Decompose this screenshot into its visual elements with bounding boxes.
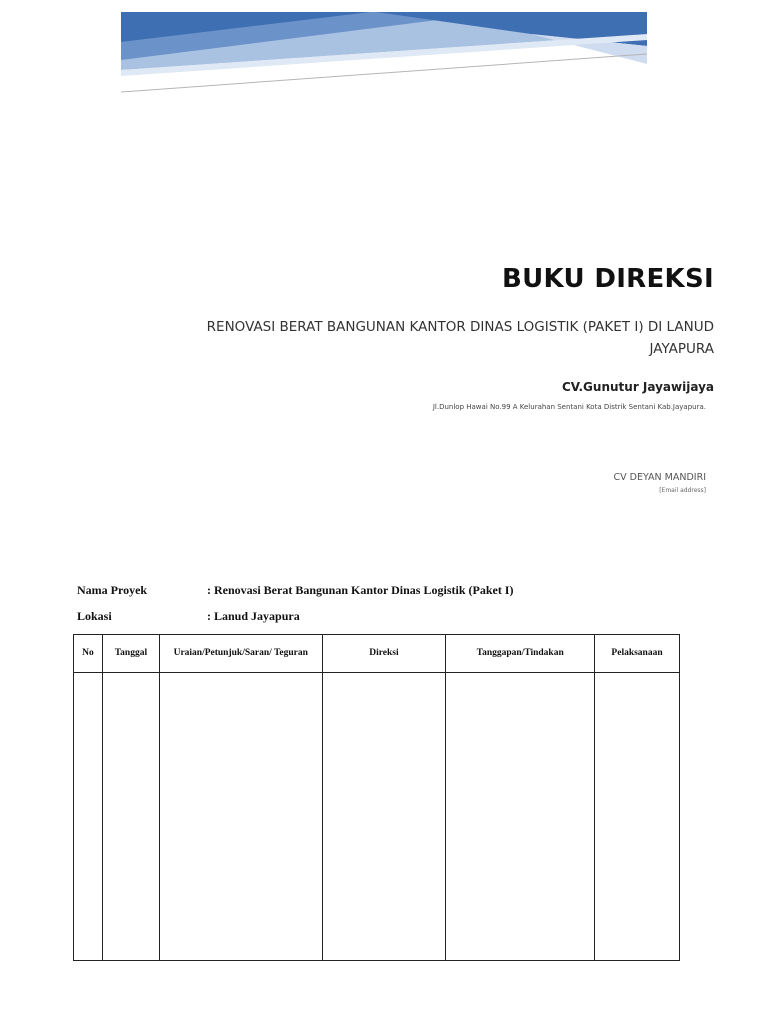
project-name-value: : Renovasi Berat Bangunan Kantor Dinas Logistik (Paket I)	[207, 583, 514, 597]
table-row	[74, 673, 680, 961]
cell-pelaksanaan	[595, 673, 680, 961]
location-value: : Lanud Jayapura	[207, 609, 300, 623]
email-placeholder: [Email address]	[659, 487, 706, 494]
cell-direksi	[322, 673, 446, 961]
project-name-label: Nama Proyek	[77, 583, 148, 597]
col-header-tanggal: Tanggal	[102, 635, 159, 673]
project-subtitle: RENOVASI BERAT BANGUNAN KANTOR DINAS LOGISTIK (PAKET I) DI LANUD JAYAPURA	[206, 319, 714, 357]
contractor-name: CV DEYAN MANDIRI	[613, 472, 706, 483]
col-header-uraian: Uraian/Petunjuk/Saran/ Teguran	[159, 635, 322, 673]
cell-tanggal	[102, 673, 159, 961]
cell-tanggapan	[446, 673, 595, 961]
company-address: Jl.Dunlop Hawai No.99 A Kelurahan Sentani Kota Distrik Sentani Kab.Jayapura.	[432, 403, 706, 411]
col-header-no: No	[74, 635, 103, 673]
table-header-row	[74, 635, 680, 673]
col-header-tanggapan: Tanggapan/Tindakan	[446, 635, 595, 673]
direction-log-table	[73, 634, 680, 961]
col-header-pelaksanaan: Pelaksanaan	[595, 635, 680, 673]
header-banner-graphic	[121, 12, 647, 96]
document-title: BUKU DIREKSI	[502, 264, 714, 294]
cell-no	[74, 673, 103, 961]
location-row	[77, 609, 300, 624]
cell-uraian	[159, 673, 322, 961]
location-label: Lokasi	[77, 609, 112, 623]
col-header-direksi: Direksi	[322, 635, 446, 673]
company-name: CV.Gunutur Jayawijaya	[561, 380, 714, 394]
project-name-row	[77, 583, 513, 598]
